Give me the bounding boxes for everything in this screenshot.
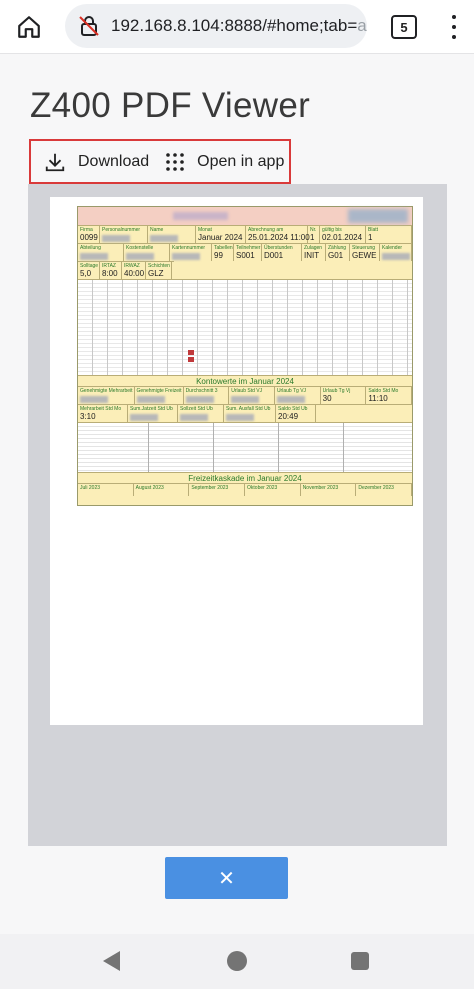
report-cell bbox=[275, 387, 321, 404]
konto-title: Kontowerte im Januar 2024 bbox=[78, 375, 412, 386]
report-cell bbox=[234, 244, 262, 261]
cell-value: 5,0 bbox=[80, 269, 92, 278]
report-cell bbox=[100, 226, 148, 243]
redacted-value bbox=[137, 396, 165, 403]
cell-label: Sum. Ausfall Std Ub bbox=[226, 406, 271, 412]
report-cell bbox=[146, 262, 172, 279]
pdf-page[interactable] bbox=[50, 197, 423, 725]
cell-value: G01 bbox=[328, 251, 344, 260]
pdf-viewer[interactable] bbox=[28, 184, 447, 846]
redacted-value bbox=[231, 396, 259, 403]
report-row-2 bbox=[78, 243, 412, 261]
report-cell bbox=[276, 405, 316, 422]
cell-label: Teilnehmer bbox=[236, 245, 261, 251]
report-cell bbox=[184, 387, 230, 404]
month-label: August 2023 bbox=[135, 485, 164, 491]
open-in-app-label: Open in app bbox=[197, 152, 285, 170]
cell-label: Monat bbox=[198, 227, 212, 233]
month-label: November 2023 bbox=[302, 485, 339, 491]
cell-label: Kostenstelle bbox=[126, 245, 154, 251]
open-in-app-button[interactable] bbox=[149, 141, 284, 182]
report-cell bbox=[178, 405, 224, 422]
report-cell bbox=[350, 244, 380, 261]
cell-label: Kartennummer bbox=[172, 245, 206, 251]
redacted-value bbox=[102, 235, 130, 242]
cell-value: 02.01.2024 bbox=[322, 233, 363, 242]
report-cell bbox=[380, 244, 412, 261]
month-cell bbox=[356, 484, 412, 496]
time-report bbox=[77, 206, 413, 506]
cell-label: IRWAZ bbox=[124, 263, 140, 269]
report-cell bbox=[78, 244, 124, 261]
report-cell bbox=[224, 405, 276, 422]
month-cell bbox=[301, 484, 357, 496]
cell-label: Sum.Jatzeit Std Ub bbox=[130, 406, 173, 412]
home-circle-icon[interactable] bbox=[227, 951, 247, 971]
system-navbar bbox=[0, 934, 474, 989]
cell-value: 40:00 bbox=[124, 269, 145, 278]
report-cell bbox=[262, 244, 302, 261]
not-secure-lock-icon[interactable] bbox=[77, 14, 101, 38]
report-cell bbox=[246, 226, 308, 243]
cell-label: Name bbox=[150, 227, 164, 233]
redacted-value bbox=[126, 253, 154, 260]
month-cell bbox=[134, 484, 190, 496]
cell-label: Personalnummer bbox=[102, 227, 141, 233]
cell-label: Saldo Std Ub bbox=[278, 406, 308, 412]
cell-value: 11:10 bbox=[368, 394, 388, 403]
cell-label: Nr. bbox=[310, 227, 317, 233]
marker bbox=[188, 357, 194, 362]
redacted-value bbox=[186, 396, 214, 403]
tabs-counter-icon[interactable]: 5 bbox=[391, 15, 417, 39]
report-cell bbox=[321, 387, 367, 404]
cell-label: Durchschnitt 3 bbox=[185, 388, 218, 394]
report-cell bbox=[78, 387, 135, 404]
konto-row-2 bbox=[78, 404, 412, 422]
home-button[interactable] bbox=[12, 10, 46, 44]
cell-value: Januar 2024 bbox=[198, 233, 243, 242]
report-cell bbox=[196, 226, 246, 243]
report-cell bbox=[78, 405, 128, 422]
cell-label: Genehmigte Mehrarbeit bbox=[80, 388, 133, 394]
cell-label: Solltage bbox=[80, 263, 99, 269]
cell-value: 1 bbox=[368, 233, 373, 242]
cell-label: Urlaub Tg Vj bbox=[322, 388, 351, 394]
report-cell bbox=[124, 244, 170, 261]
report-cell bbox=[128, 405, 178, 422]
report-cell bbox=[170, 244, 212, 261]
cell-label: Firma bbox=[80, 227, 93, 233]
url-faded: a bbox=[357, 16, 367, 35]
month-cell bbox=[189, 484, 245, 496]
daily-table bbox=[78, 279, 412, 375]
cell-label: Mehrarbeit Std Mo bbox=[80, 406, 122, 412]
url-main: 192.168.8.104:8888/#home;tab= bbox=[111, 16, 358, 35]
cell-label: Abrechnung am bbox=[248, 227, 284, 233]
browser-toolbar bbox=[0, 0, 474, 54]
cell-label: Tabellen bbox=[214, 245, 233, 251]
month-label: September 2023 bbox=[191, 485, 229, 491]
cell-label: Urlaub Tg VJ bbox=[276, 388, 307, 394]
month-row bbox=[78, 483, 412, 496]
report-header bbox=[78, 207, 412, 225]
page-title: Z400 PDF Viewer bbox=[30, 86, 311, 125]
report-cell bbox=[148, 226, 196, 243]
cell-value: 20:49 bbox=[278, 412, 299, 421]
download-label: Download bbox=[78, 152, 150, 170]
cell-label: Steuerung bbox=[352, 245, 376, 251]
konto-table bbox=[78, 422, 412, 472]
cell-value: 1 bbox=[310, 233, 315, 242]
cell-value: GEWE bbox=[352, 251, 377, 260]
report-cell bbox=[78, 226, 100, 243]
redacted-value bbox=[180, 414, 208, 421]
cell-value: 8:00 bbox=[102, 269, 118, 278]
konto-row-1 bbox=[78, 386, 412, 404]
cell-value: D001 bbox=[264, 251, 284, 260]
cell-value: 3:10 bbox=[80, 412, 96, 421]
cell-label: Überstunden bbox=[264, 245, 293, 251]
report-cell bbox=[366, 226, 412, 243]
cell-label: Sollzeit Std Ub bbox=[180, 406, 213, 412]
cell-value: 0099 bbox=[80, 233, 98, 242]
download-icon bbox=[44, 151, 66, 173]
report-cell bbox=[229, 387, 275, 404]
redacted-value bbox=[80, 396, 108, 403]
overflow-menu-icon[interactable] bbox=[444, 13, 464, 41]
redacted-value bbox=[226, 414, 254, 421]
recents-icon[interactable] bbox=[351, 952, 369, 970]
cell-value: 30 bbox=[322, 394, 332, 403]
cell-label: Saldo Std Mo bbox=[368, 388, 399, 394]
home-icon bbox=[16, 14, 42, 40]
redacted-value bbox=[172, 253, 200, 260]
address-bar[interactable] bbox=[65, 4, 367, 48]
report-cell bbox=[100, 262, 122, 279]
report-cell bbox=[212, 244, 234, 261]
report-cell bbox=[320, 226, 366, 243]
redacted-value bbox=[150, 235, 178, 242]
marker bbox=[188, 350, 194, 355]
cell-label: Schichten bbox=[148, 263, 170, 269]
cell-label: Kalender bbox=[382, 245, 403, 251]
report-cell bbox=[308, 226, 320, 243]
action-bar bbox=[29, 139, 291, 184]
month-cell bbox=[245, 484, 301, 496]
report-row-1 bbox=[78, 225, 412, 243]
freizeit-title: Freizeitkaskade im Januar 2024 bbox=[78, 472, 412, 483]
cell-value: S001 bbox=[236, 251, 255, 260]
grid-dots-icon bbox=[165, 152, 185, 172]
cell-label: Abteilung bbox=[80, 245, 101, 251]
cell-label: Blatt bbox=[368, 227, 379, 233]
report-cell bbox=[78, 262, 100, 279]
report-row-3 bbox=[78, 261, 174, 279]
month-label: Oktober 2023 bbox=[247, 485, 278, 491]
report-cell bbox=[122, 262, 146, 279]
back-icon[interactable] bbox=[103, 951, 120, 971]
cell-value: 99 bbox=[214, 251, 223, 260]
month-label: Juli 2023 bbox=[80, 485, 101, 491]
month-label: Dezember 2023 bbox=[358, 485, 394, 491]
cell-label: gültig bis bbox=[322, 227, 342, 233]
cell-value: 25.01.2024 11:00 bbox=[248, 233, 310, 242]
close-button[interactable]: ✕ bbox=[165, 857, 288, 899]
month-cell bbox=[78, 484, 134, 496]
cell-value: INIT bbox=[304, 251, 320, 260]
redacted-value bbox=[277, 396, 305, 403]
cell-label: Urlaub Std VJ bbox=[231, 388, 263, 394]
redacted-value bbox=[130, 414, 158, 421]
report-cell bbox=[302, 244, 326, 261]
cell-label: Zulagen bbox=[304, 245, 323, 251]
redacted-value bbox=[382, 253, 410, 260]
redacted-logo bbox=[348, 209, 408, 223]
cell-label: IRTAZ bbox=[102, 263, 116, 269]
download-button[interactable] bbox=[31, 141, 149, 182]
cell-label: Zählung bbox=[328, 245, 347, 251]
report-cell bbox=[326, 244, 350, 261]
report-cell bbox=[366, 387, 412, 404]
cell-label: Genehmigte Freizeit bbox=[136, 388, 182, 394]
cell-value: GLZ bbox=[148, 269, 164, 278]
url-text[interactable] bbox=[111, 16, 367, 36]
redacted-value bbox=[80, 253, 108, 260]
report-cell bbox=[135, 387, 184, 404]
redacted-name bbox=[173, 212, 228, 220]
